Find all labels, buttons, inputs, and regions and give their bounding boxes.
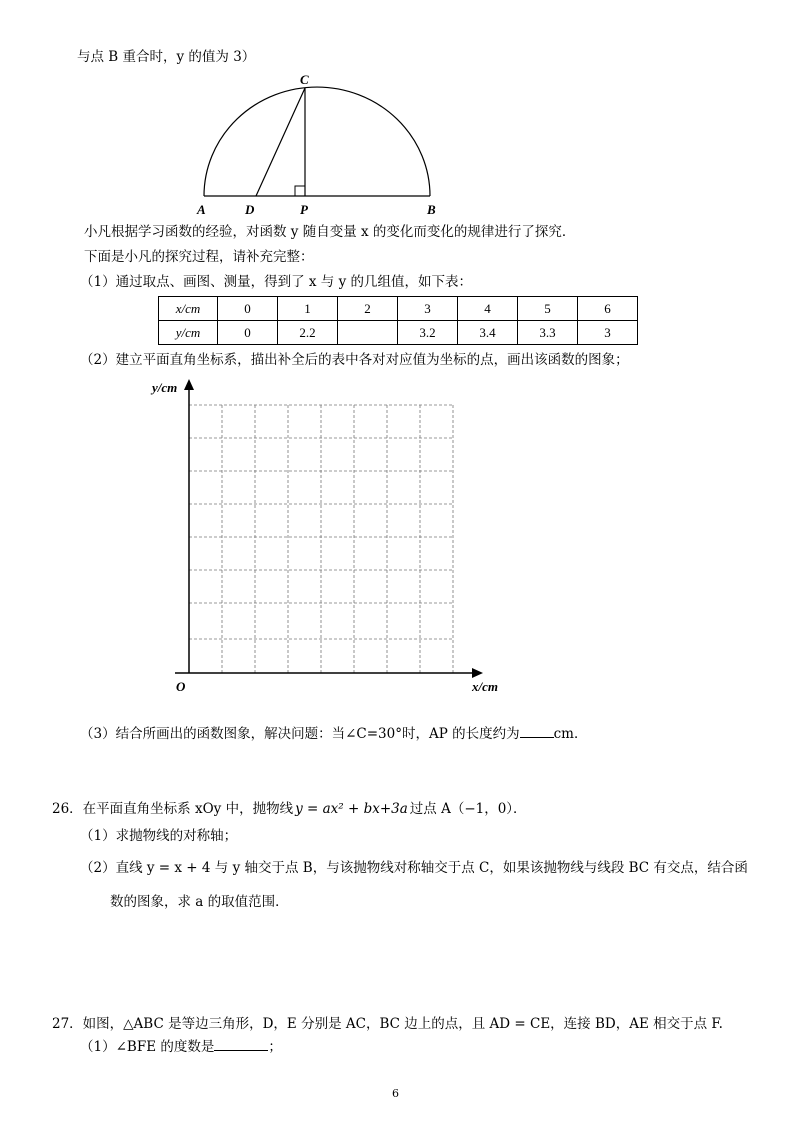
answer-blank [520,737,554,738]
question-26 [52,800,527,818]
table-cell: 4 [458,297,518,321]
table-cell: 5 [518,297,578,321]
label-a: A [197,202,206,217]
semicircle-figure [190,68,450,220]
table-cell: 0 [218,297,278,321]
table-cell: 3.2 [398,321,458,345]
q26-stem-a: 26．在平面直角坐标系 xOy 中，抛物线 [52,801,294,817]
coordinate-grid [140,374,520,704]
table-cell: 2 [338,297,398,321]
step-1-text: （1）通过取点、画图、测量，得到了 x 与 y 的几组值，如下表： [80,274,472,290]
table-header-y: y/cm [159,321,218,345]
page-number: 6 [392,1087,399,1100]
q26-stem-b: 过点 A（−1，0）． [409,801,527,817]
x-axis-label: x/cm [472,679,498,694]
question-27: 27．如图，△ABC 是等边三角形，D，E 分别是 AC，BC 边上的点，且 AD = CE，连接 BD，AE 相交于点 F. [52,1016,723,1032]
table-row-x [159,297,638,321]
grid-lines [189,405,453,673]
table-cell: 1 [278,297,338,321]
table-cell: 2.2 [278,321,338,345]
table-cell: 3 [398,297,458,321]
table-cell: 3.3 [518,321,578,345]
right-angle-mark [295,186,305,196]
xy-value-table [158,296,638,345]
label-b: B [427,202,436,217]
step-3-text [80,725,587,743]
table-cell: 3.4 [458,321,518,345]
q26-part-1: （1）求抛物线的对称轴； [80,828,238,844]
q26-part-2-line-2: 数的图象，求 a 的取值范围． [110,894,289,910]
q27-part-1-question: （1）∠BFE 的度数是 [80,1039,215,1055]
paragraph-intro: 小凡根据学习函数的经验，对函数 y 随自变量 x 的变化而变化的规律进行了探究． [84,224,576,240]
label-d: D [245,202,255,217]
table-row-y [159,321,638,345]
table-cell: 3 [578,321,638,345]
origin-label: O [176,679,186,694]
x-axis-arrow [472,668,483,678]
q27-part-1 [80,1038,282,1056]
y-axis-label: y/cm [152,380,178,395]
y-axis-arrow [184,379,194,390]
semicircle-arc [204,87,430,196]
table-header-x: x/cm [159,297,218,321]
table-cell-blank [338,321,398,345]
label-c: C [300,72,309,87]
q26-part-2-line-1: （2）直线 y = x + 4 与 y 轴交于点 B，与该抛物线对称轴交于点 C，如果该抛物线与线段 BC 有交点，结合函 [80,860,748,876]
label-p: P [300,202,308,217]
segment-cd [256,88,305,196]
intro-line: 与点 B 重合时，y 的值为 3） [77,49,256,65]
step-2-text: （2）建立平面直角坐标系，描出补全后的表中各对对应值为坐标的点，画出该函数的图象； [80,352,629,368]
table-cell: 0 [218,321,278,345]
paragraph-process: 下面是小凡的探究过程，请补充完整： [84,249,314,265]
answer-blank [214,1050,268,1051]
table-cell: 6 [578,297,638,321]
q27-part-1-end: ； [268,1039,282,1055]
q26-equation: y = ax² + bx+3a [295,801,408,817]
step-3-question: （3）结合所画出的函数图象，解决问题：当∠C=30°时，AP 的长度约为 [80,726,520,742]
step-3-unit: cm． [553,726,588,742]
